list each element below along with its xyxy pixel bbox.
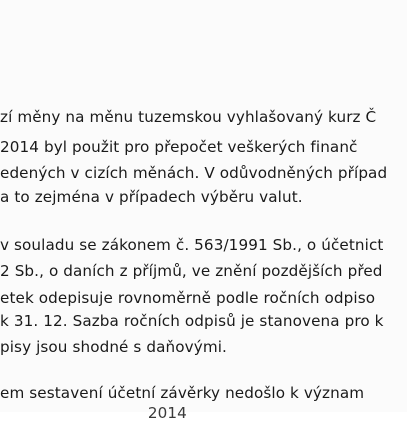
text-line: a to zejména v případech výběru valut. — [0, 188, 303, 206]
text-line: 2014 — [0, 404, 187, 422]
text-line: 2014 byl použit pro přepočet veškerých finanč — [0, 138, 358, 156]
text-line: em sestavení účetní závěrky nedošlo k význam — [0, 384, 365, 402]
text-line: pisy jsou shodné s daňovými. — [0, 338, 227, 356]
text-line: zí měny na měnu tuzemskou vyhlašovaný kurz Č — [0, 108, 377, 126]
text-line: v souladu se zákonem č. 563/1991 Sb., o účetnict — [0, 236, 384, 254]
text-line: 2 Sb., o daních z příjmů, ve znění pozdějších před — [0, 262, 383, 280]
text-line: edených v cizích měnách. V odůvodněných případ — [0, 164, 388, 182]
text-line: etek odepisuje rovnoměrně podle ročních odpiso — [0, 289, 376, 307]
text-line: k 31. 12. Sazba ročních odpisů je stanovena pro k — [0, 312, 384, 330]
